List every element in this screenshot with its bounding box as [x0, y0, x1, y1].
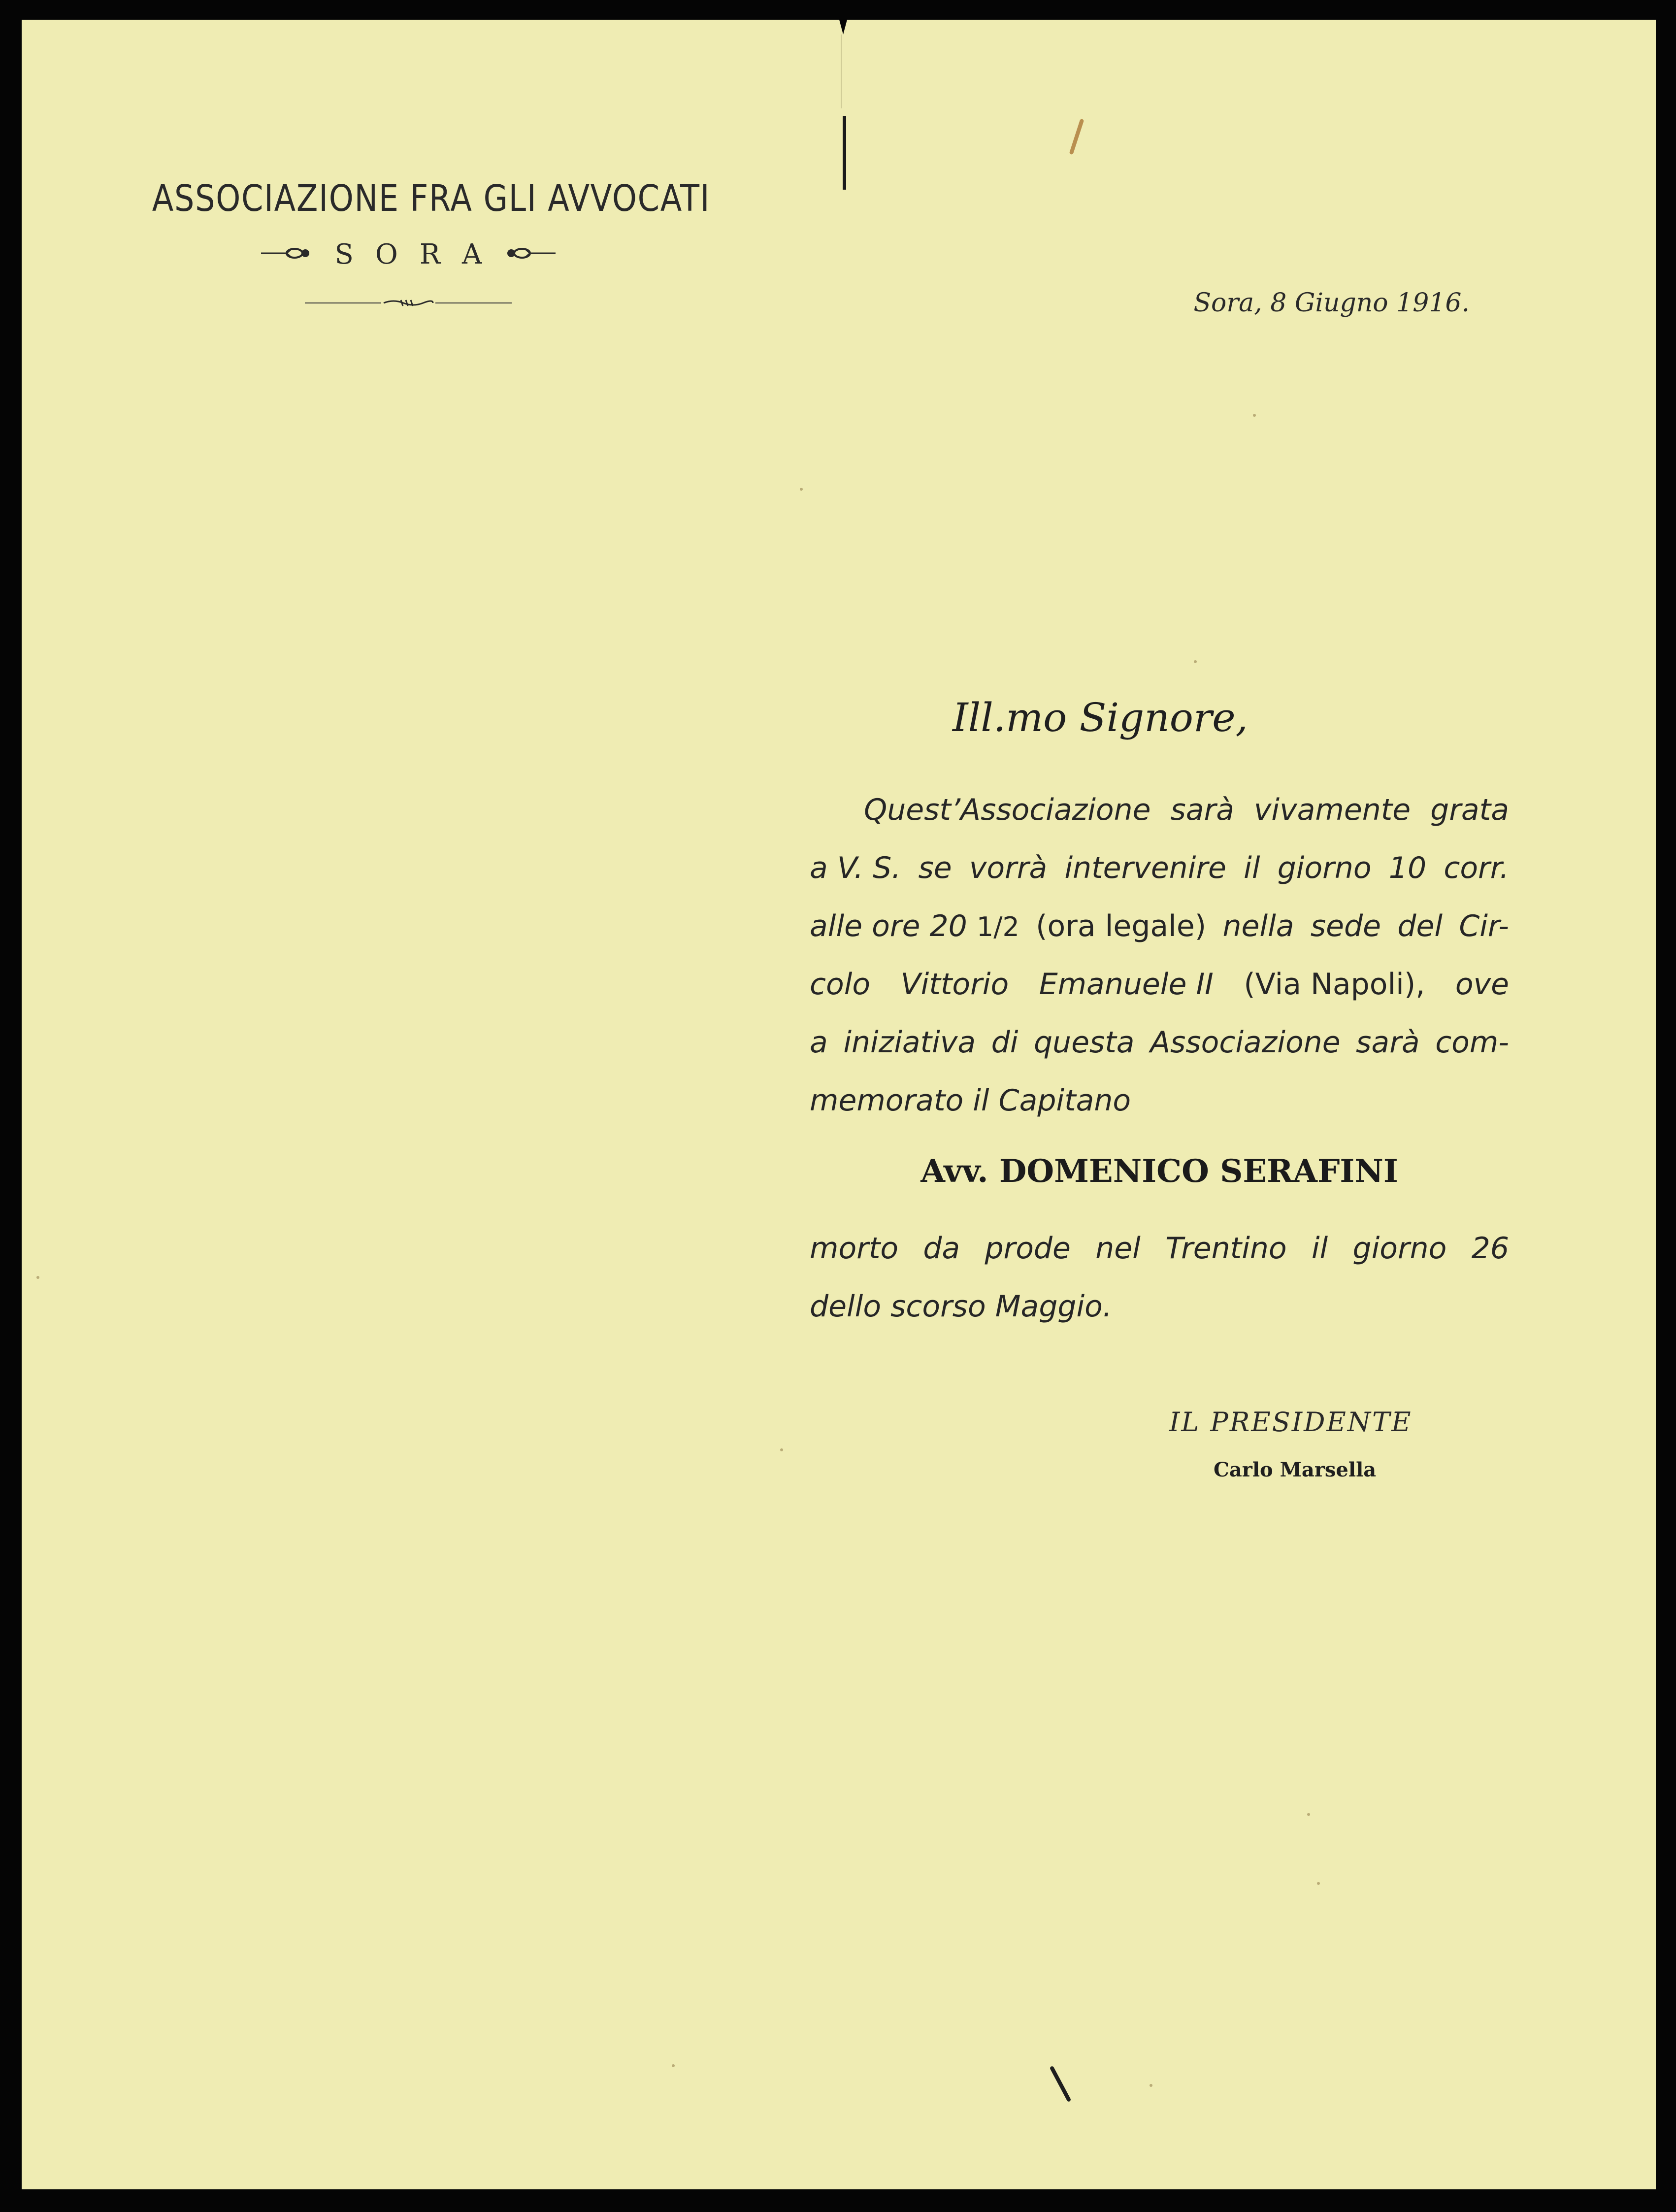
body-line — [810, 897, 1509, 955]
left-ornament-icon — [261, 246, 315, 263]
letter-body-closing — [810, 1219, 1509, 1336]
word: giorno — [1352, 1231, 1447, 1266]
word: colo — [810, 967, 871, 1002]
word: Emanuele II — [1039, 967, 1214, 1002]
word: da — [923, 1231, 960, 1266]
word: iniziativa — [843, 1025, 976, 1060]
signer-name: Carlo Marsella — [1214, 1458, 1377, 1481]
word: corr. — [1444, 851, 1509, 885]
word: sarà — [1170, 793, 1234, 827]
word: intervenire — [1064, 851, 1226, 885]
word: 26 — [1471, 1231, 1509, 1266]
paper-speck — [1317, 1882, 1320, 1885]
letter-body — [810, 781, 1509, 1130]
word: Trentino — [1165, 1231, 1287, 1266]
fold-notch — [839, 20, 847, 34]
word: vorrà — [969, 851, 1048, 885]
word: ove — [1455, 967, 1509, 1002]
body-line — [810, 1219, 1509, 1277]
word: di — [991, 1025, 1019, 1060]
paper-speck — [780, 1448, 783, 1451]
word: Associazione — [1150, 1025, 1341, 1060]
word: morto — [810, 1231, 899, 1266]
paper-speck — [1150, 2084, 1152, 2087]
word: se — [918, 851, 952, 885]
word: sarà — [1356, 1025, 1420, 1060]
decorative-rule — [305, 298, 512, 308]
tear-mark-bottom — [1050, 2066, 1072, 2102]
word: 10 — [1388, 851, 1427, 885]
signature-title: IL PRESIDENTE — [1169, 1407, 1413, 1438]
word: prode — [985, 1231, 1071, 1266]
letter-sheet — [22, 20, 1656, 2189]
word: dello scorso Maggio. — [810, 1289, 1112, 1324]
word: Cir- — [1459, 909, 1509, 943]
word: (ora legale) — [1036, 909, 1207, 943]
word: alle ore 20 1/2 — [810, 909, 1019, 943]
word: com- — [1435, 1025, 1509, 1060]
word: giorno — [1277, 851, 1372, 885]
paper-speck — [672, 2064, 675, 2067]
fraction: 1/2 — [976, 911, 1019, 942]
word: il — [1311, 1231, 1328, 1266]
fold-crease — [841, 34, 842, 108]
word: a V. S. — [810, 851, 901, 885]
paper-speck — [800, 488, 803, 491]
association-name: ASSOCIAZIONE FRA GLI AVVOCATI — [152, 177, 711, 220]
paper-speck — [36, 1276, 39, 1279]
letter-date: Sora, 8 Giugno 1916. — [1193, 288, 1470, 318]
city-name: SORA — [334, 238, 504, 270]
letterhead — [110, 177, 711, 308]
body-line — [810, 781, 1509, 839]
city-row — [110, 238, 706, 270]
word: Vittorio — [900, 967, 1009, 1002]
tear-mark-top — [1069, 119, 1084, 155]
paper-speck — [1307, 1813, 1310, 1816]
fold-mark — [843, 116, 846, 190]
body-line — [810, 1072, 1509, 1130]
word: questa — [1033, 1025, 1135, 1060]
right-ornament-icon — [501, 246, 556, 263]
word: a — [810, 1025, 828, 1060]
word: nella — [1222, 909, 1294, 943]
body-line — [810, 955, 1509, 1013]
word: (Via Napoli), — [1244, 967, 1425, 1002]
body-line — [810, 839, 1509, 897]
word: grata — [1430, 793, 1509, 827]
word: sede — [1310, 909, 1381, 943]
salutation: Ill.mo Signore, — [953, 695, 1248, 740]
honoree-name: Avv. DOMENICO SERAFINI — [920, 1153, 1398, 1190]
flourish-icon — [381, 298, 435, 310]
word: nel — [1095, 1231, 1141, 1266]
word: del — [1397, 909, 1443, 943]
body-line — [810, 1277, 1509, 1336]
body-line — [810, 1013, 1509, 1072]
word: Quest’Associazione — [864, 793, 1151, 827]
word: il — [1244, 851, 1260, 885]
paper-speck — [1253, 414, 1256, 417]
paper-speck — [1194, 660, 1197, 663]
word: memorato il Capitano — [810, 1083, 1131, 1118]
word: vivamente — [1253, 793, 1411, 827]
